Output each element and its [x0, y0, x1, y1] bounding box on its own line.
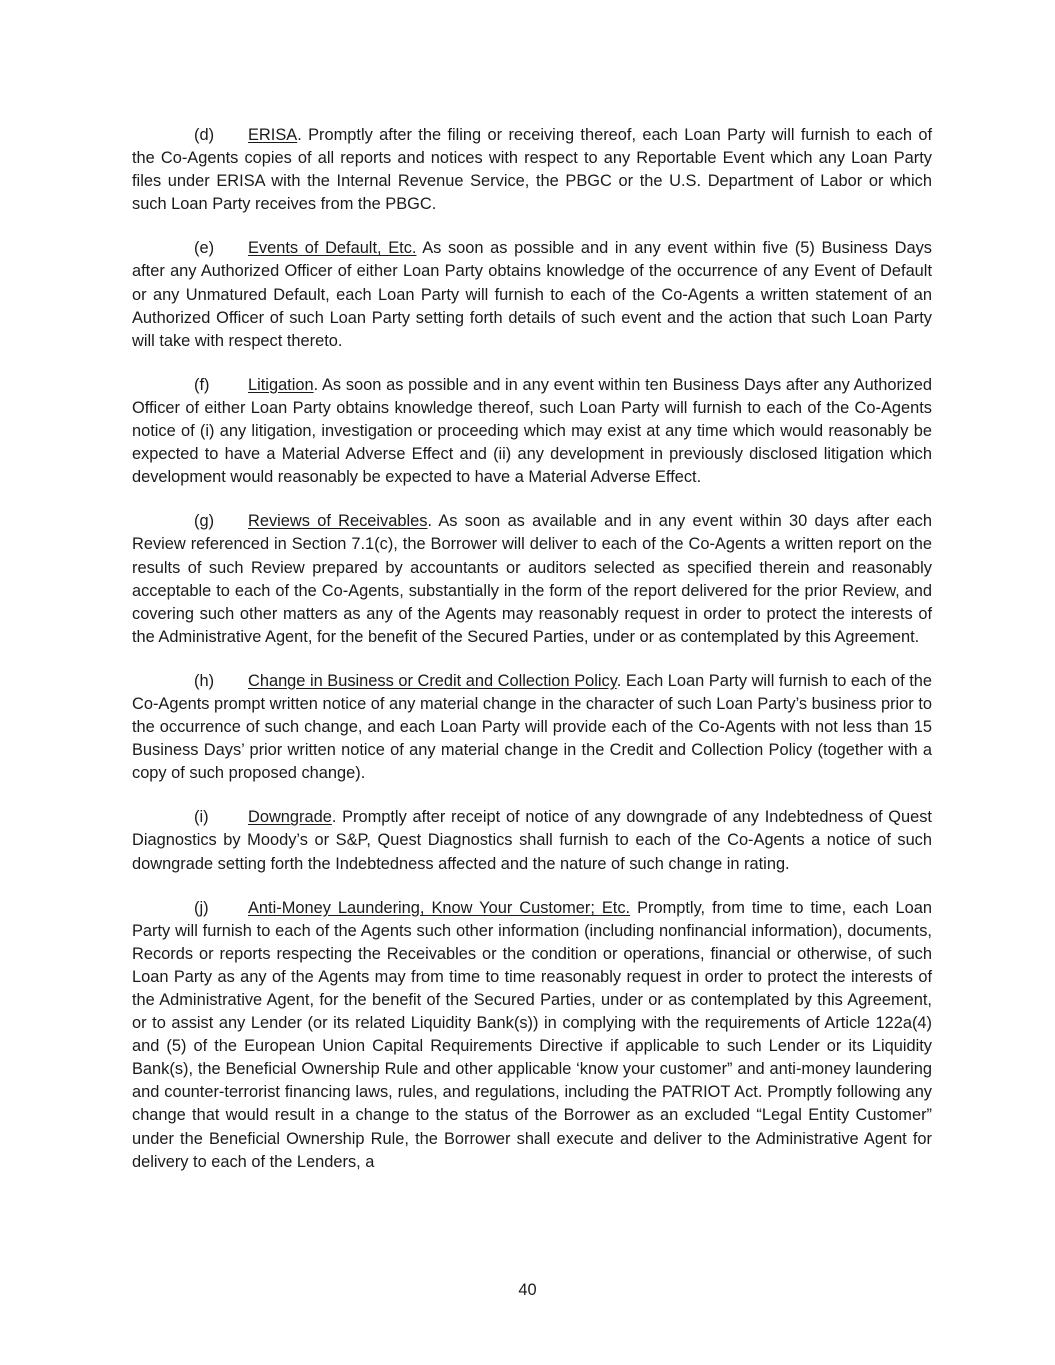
- section-body: Promptly, from time to time, each Loan Party will furnish to each of the Agents such other information (including nonfinancial information), documents, Records or reports respecting the Receivables or the condition or operations, financial or otherwise, of such Loan Party as any of the Agents may from time to time reasonably request in order to protect the interests of the Administrative Agent, for the benefit of the Secured Parties, under or as contemplated by this Agreement, or to assist any Lender (or its related Liquidity Bank(s)) in complying with the requirements of Article 122a(4) and (5) of the European Union Capital Requirements Directive if applicable to such Lender or its Liquidity Bank(s), the Beneficial Ownership Rule and other applicable ‘know your customer” and anti-money laundering and counter-terrorist financing laws, rules, and regulations, including the PATRIOT Act. Promptly following any change that would result in a change to the status of the Borrower as an excluded “Legal Entity Customer” under the Beneficial Ownership Rule, the Borrower shall execute and deliver to the Administrative Agent for delivery to each of the Lenders, a: [132, 898, 932, 1171]
- section-g: [132, 510, 932, 649]
- section-marker: (f): [194, 375, 210, 394]
- section-body: . Promptly after receipt of notice of any downgrade of any Indebtedness of Quest Diagnostics by Moody’s or S&P, Quest Diagnostics shall furnish to each of the Co-Agents a notice of such downgrade setting forth the Indebtedness affected and the nature of such change in rating.: [132, 808, 932, 873]
- section-body: . As soon as available and in any event within 30 days after each Review referenced in Section 7.1(c), the Borrower will deliver to each of the Co-Agents a written report on the results of such Review prepared by accountants or auditors selected as specified therein and reasonably acceptable to each of the Co-Agents, substantially in the form of the report delivered for the prior Review, and covering such other matters as any of the Agents may reasonably request in order to protect the interests of the Administrative Agent, for the benefit of the Secured Parties, under or as contemplated by this Agreement.: [132, 512, 932, 646]
- section-heading: Anti-Money Laundering, Know Your Customer; Etc.: [248, 898, 631, 917]
- section-heading: Events of Default, Etc.: [248, 239, 417, 258]
- section-marker: (i): [194, 808, 209, 827]
- section-marker: (h): [194, 671, 215, 690]
- section-d: [132, 124, 932, 216]
- section-body: As soon as possible and in any event within five (5) Business Days after any Authorized Officer of either Loan Party obtains knowledge of the occurrence of any Event of Default or any Unmatured Default, each Loan Party will furnish to each of the Co-Agents a written statement of an Authorized Officer of such Loan Party setting forth details of such event and the action that such Loan Party will take with respect thereto.: [132, 239, 932, 350]
- section-marker: (e): [194, 239, 215, 258]
- section-body: . As soon as possible and in any event within ten Business Days after any Authorized Officer of either Loan Party obtains knowledge thereof, such Loan Party will furnish to each of the Co-Agents notice of (i) any litigation, investigation or proceeding which may exist at any time which would reasonably be expected to have a Material Adverse Effect and (ii) any development in previously disclosed litigation which development would reasonably be expected to have a Material Adverse Effect.: [132, 375, 932, 487]
- section-heading: Change in Business or Credit and Collection Policy: [248, 671, 617, 690]
- section-heading: Litigation: [248, 375, 314, 394]
- section-marker: (d): [194, 126, 215, 144]
- document-page: [132, 124, 932, 1195]
- section-heading: Downgrade: [248, 808, 332, 827]
- page-number: 40: [518, 1281, 537, 1299]
- section-body: . Each Loan Party will furnish to each of the Co-Agents prompt written notice of any material change in the character of such Loan Party’s business prior to the occurrence of such change, and each Loan Party will provide each of the Co-Agents with not less than 15 Business Days’ prior written notice of any material change in the Credit and Collection Policy (together with a copy of such proposed change).: [132, 671, 932, 783]
- section-heading: Reviews of Receivables: [248, 512, 428, 531]
- section-marker: (g): [194, 512, 215, 531]
- section-body: . Promptly after the filing or receiving thereof, each Loan Party will furnish to each of the Co-Agents copies of all reports and notices with respect to any Reportable Event which any Loan Party files under ERISA with the Internal Revenue Service, the PBGC or the U.S. Department of Labor or which such Loan Party receives from the PBGC.: [132, 126, 932, 214]
- section-i: [132, 806, 932, 875]
- section-e: [132, 237, 932, 352]
- section-j: [132, 897, 932, 1174]
- section-marker: (j): [194, 898, 209, 917]
- section-h: [132, 670, 932, 785]
- section-heading: ERISA: [248, 126, 298, 144]
- section-f: [132, 374, 932, 489]
